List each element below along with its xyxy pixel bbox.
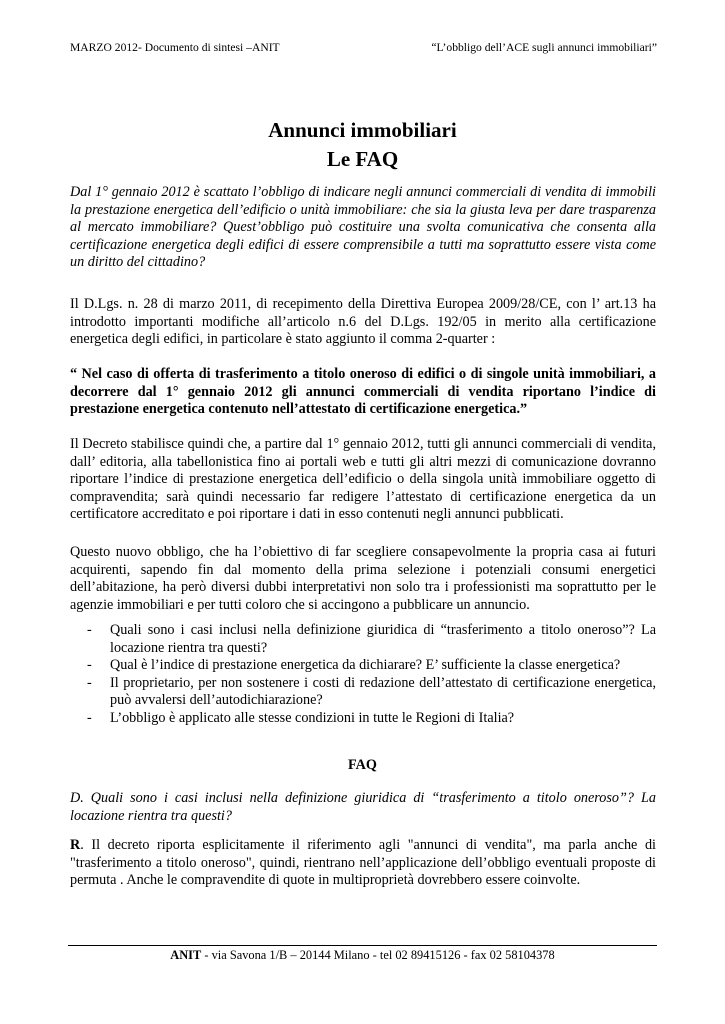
list-item-text: Quali sono i casi inclusi nella definizione giuridica di “trasferimento a titolo oneroso”? La locazione rientra tra questi? [110, 622, 656, 656]
list-item-text: L’obbligo è applicato alle stesse condizioni in tutte le Regioni di Italia? [110, 709, 515, 726]
footer-contact: - via Savona 1/B – 20144 Milano - tel 02 89415126 - fax 02 58104378 [201, 948, 555, 962]
list-item [70, 675, 656, 710]
list-item-text: Qual è l’indice di prestazione energetica da dichiarare? E’ sufficiente la classe energetica? [110, 657, 621, 674]
list-item [70, 622, 656, 657]
answer-text: . Il decreto riporta esplicitamente il riferimento agli "annunci di vendita", ma parla anche di "trasferimento a titolo oneroso", quindi, rientrano nell’applicazione dell’obbligo eventuali proposte di permuta . Anche le compravendite di quote in multiproprietà dovrebbero essere coinvolte. [70, 837, 656, 889]
decree-paragraph: Il D.Lgs. n. 28 di marzo 2011, di recepimento della Direttiva Europea 2009/28/CE, con l’ art.13 ha introdotto importanti modifiche all’articolo n.6 del D.Lgs. 192/05 in merito alla certificazione energetica degli edifici, in particolare è stato aggiunto il comma 2-quarter : [70, 296, 656, 348]
doubts-paragraph: Questo nuovo obbligo, che ha l’obiettivo di far scegliere consapevolmente la propria casa ai futuri acquirenti, sapendo fin dal momento della prima selezione i potenziali consumi energetici dell’abitazione, ha però diversi dubbi interpretativi non solo tra i professionisti ma soprattutto per le agenzie immobiliari e per tutti coloro che si accingono a pubblicare un annuncio. [70, 544, 656, 613]
footer-divider [68, 945, 657, 946]
list-dash: - [87, 674, 92, 691]
footer-org: ANIT [170, 948, 202, 962]
list-item [70, 710, 656, 728]
list-item-text: Il proprietario, per non sostenere i costi di redazione dell’attestato di certificazione energetica, può avvalersi dell’autodichiarazione? [110, 674, 656, 709]
header-right-text: “L’obbligo dell’ACE sugli annunci immobiliari” [431, 41, 657, 54]
document-title: Annunci immobiliari [268, 118, 457, 142]
faq-question: D. Quali sono i casi inclusi nella definizione giuridica di “trasferimento a titolo oneroso”? La locazione rientra tra questi? [70, 790, 656, 824]
faq-answer [70, 837, 656, 890]
intro-paragraph: Dal 1° gennaio 2012 è scattato l’obbligo di indicare negli annunci commerciali di vendita di immobili la prestazione energetica dell’edificio o unità immobiliare: che sia la giusta leva per dare trasparenza al mercato immobiliare? Quest’obbligo può costituire una svolta comunicativa che consenta alla certificazione energetica degli edifici di essere comprensibile a tutti ma soprattutto essere vista come un diritto del cittadino? [70, 184, 656, 271]
decree-explanation-paragraph: Il Decreto stabilisce quindi che, a partire dal 1° gennaio 2012, tutti gli annunci commerciali di vendita, dall’ editoria, alla tabellonistica fino ai portali web e tutti gli altri mezzi di comunicazione dovranno riportare l’indice di prestazione energetica dell’edificio o della singola unità immobiliare oggetto di compravendita; sarà quindi necessario far redigere l’attestato di certificazione energetica da un certificatore accreditato e poi riportare i dati in esso contenuti negli annunci pubblicati. [70, 436, 656, 523]
list-dash: - [87, 709, 92, 726]
list-item [70, 657, 656, 675]
faq-heading: FAQ [348, 757, 377, 773]
header-left-text: MARZO 2012- Documento di sintesi –ANIT [70, 41, 280, 54]
document-subtitle: Le FAQ [326, 147, 399, 171]
questions-list [70, 622, 656, 728]
list-dash: - [87, 657, 92, 674]
answer-label: R [70, 837, 81, 853]
decree-quote: “ Nel caso di offerta di trasferimento a titolo oneroso di edifici o di singole unità immobiliari, a decorrere dal 1° gennaio 2012 gli annunci commerciali di vendita riportano l’indice di prestazione energetica contenuto nell’attestato di certificazione energetica.” [70, 366, 656, 418]
list-dash: - [87, 622, 92, 638]
page-header [70, 41, 657, 57]
page-footer [0, 948, 725, 963]
